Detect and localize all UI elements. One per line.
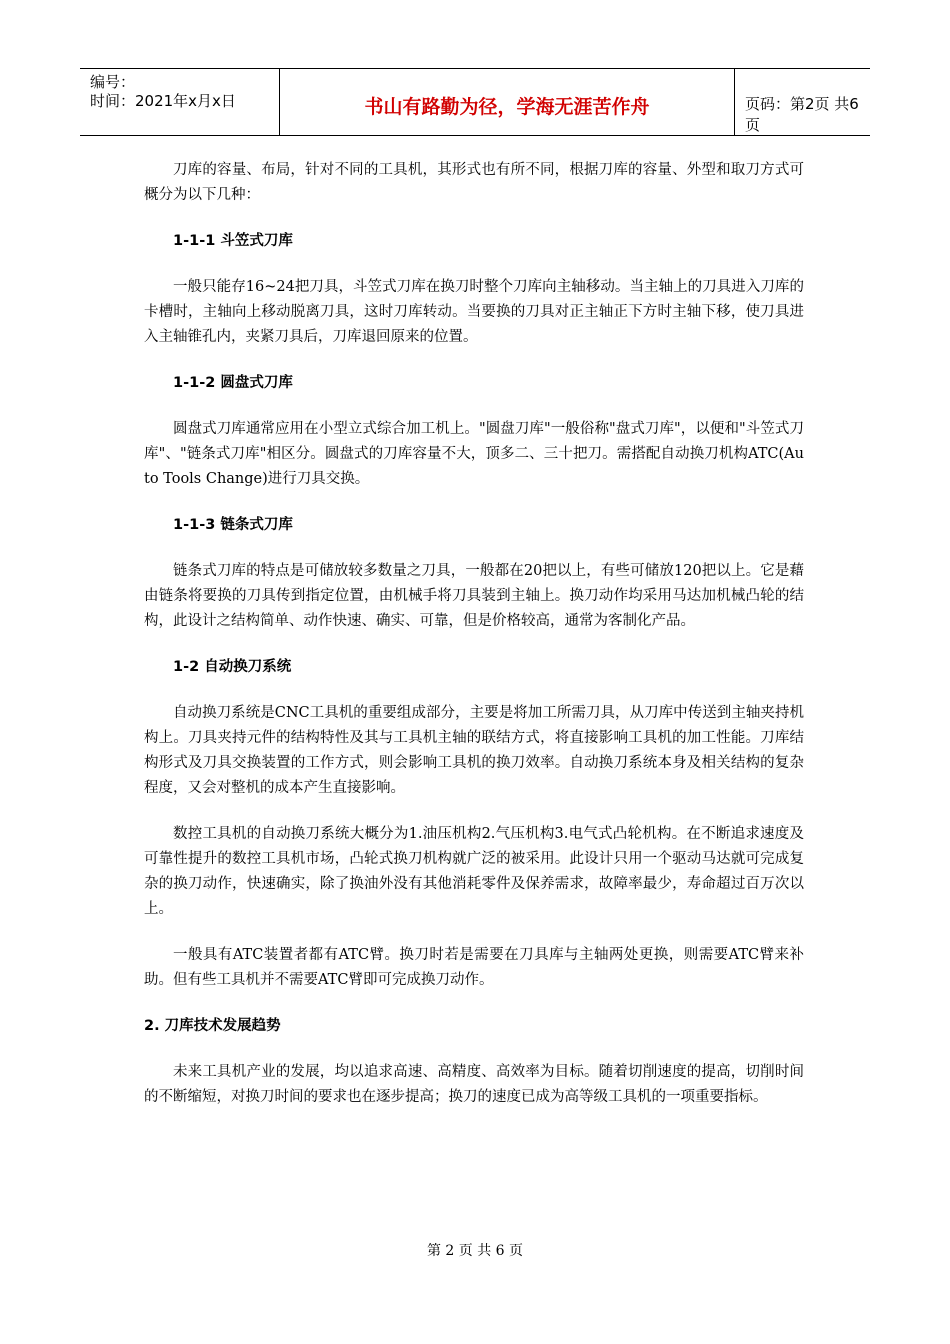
paragraph-trend: 未来工具机产业的发展，均以追求高速、高精度、高效率为目标。随着切削速度的提高，切削时间的不断缩短，对换刀时间的要求也在逐步提高；换刀的速度已成为高等级工具机的一项重要指标。 xyxy=(144,1064,804,1105)
time-label: 时间：2021年x月x日 xyxy=(90,92,236,110)
page-footer: 第 2 页 共 6 页 xyxy=(426,1243,524,1259)
document-body xyxy=(144,158,804,1131)
heading-1-1-1: 1-1-1 斗笠式刀库 xyxy=(173,233,293,249)
page-header xyxy=(80,68,870,136)
paragraph-atc-types: 数控工具机的自动换刀系统大概分为1.油压机构2.气压机构3.电气式凸轮机构。在不断追求速度及可靠性提升的数控工具机市场，凸轮式换刀机构就广泛的被采用。此设计只用一个驱动马达就可完成复杂的换刀动作，快速确实，除了换油外没有其他消耗零件及保养需求，故障率最少，寿命超过百万次以上。 xyxy=(144,826,804,917)
heading-1-1-2: 1-1-2 圆盘式刀库 xyxy=(173,375,293,391)
paragraph-disc: 圆盘式刀库通常应用在小型立式综合加工机上。"圆盘刀库"一般俗称"盘式刀库"，以便和"斗笠式刀库"、"链条式刀库"相区分。圆盘式的刀库容量不大，顶多二、三十把刀。需搭配自动换刀机构ATC(Auto Tools Change)进行刀具交换。 xyxy=(144,421,804,487)
heading-1-2: 1-2 自动换刀系统 xyxy=(173,659,292,675)
heading-1-1-3: 1-1-3 链条式刀库 xyxy=(173,517,293,533)
number-label: 编号： xyxy=(90,73,136,91)
paragraph-atc-system: 自动换刀系统是CNC工具机的重要组成部分，主要是将加工所需刀具，从刀库中传送到主轴夹持机构上。刀具夹持元件的结构特性及其与工具机主轴的联结方式，将直接影响工具机的加工性能。刀库结构形式及刀具交换装置的工作方式，则会影响工具机的换刀效率。自动换刀系统本身及相关结构的复杂程度，又会对整机的成本产生直接影响。 xyxy=(144,705,804,796)
heading-2: 2. 刀库技术发展趋势 xyxy=(144,1018,281,1034)
paragraph-chain: 链条式刀库的特点是可储放较多数量之刀具，一般都在20把以上，有些可储放120把以上。它是藉由链条将要换的刀具传到指定位置，由机械手将刀具装到主轴上。换刀动作均采用马达加机械凸轮的结构，此设计之结构简单、动作快速、确实、可靠，但是价格较高，通常为客制化产品。 xyxy=(144,563,804,629)
paragraph-intro: 刀库的容量、布局，针对不同的工具机，其形式也有所不同，根据刀库的容量、外型和取刀方式可概分为以下几种： xyxy=(144,162,804,203)
header-left-cell xyxy=(80,69,280,135)
motto: 书山有路勤为径，学海无涯苦作舟 xyxy=(280,69,735,135)
page-code: 页码：第2页 共6页 xyxy=(745,95,859,134)
paragraph-umbrella: 一般只能存16~24把刀具，斗笠式刀库在换刀时整个刀库向主轴移动。当主轴上的刀具进入刀库的卡槽时，主轴向上移动脱离刀具，这时刀库转动。当要换的刀具对正主轴正下方时主轴下移，使刀具进入主轴锥孔内，夹紧刀具后，刀库退回原来的位置。 xyxy=(144,279,804,345)
paragraph-atc-arm: 一般具有ATC装置者都有ATC臂。换刀时若是需要在刀具库与主轴两处更换，则需要ATC臂来补助。但有些工具机并不需要ATC臂即可完成换刀动作。 xyxy=(144,947,804,988)
